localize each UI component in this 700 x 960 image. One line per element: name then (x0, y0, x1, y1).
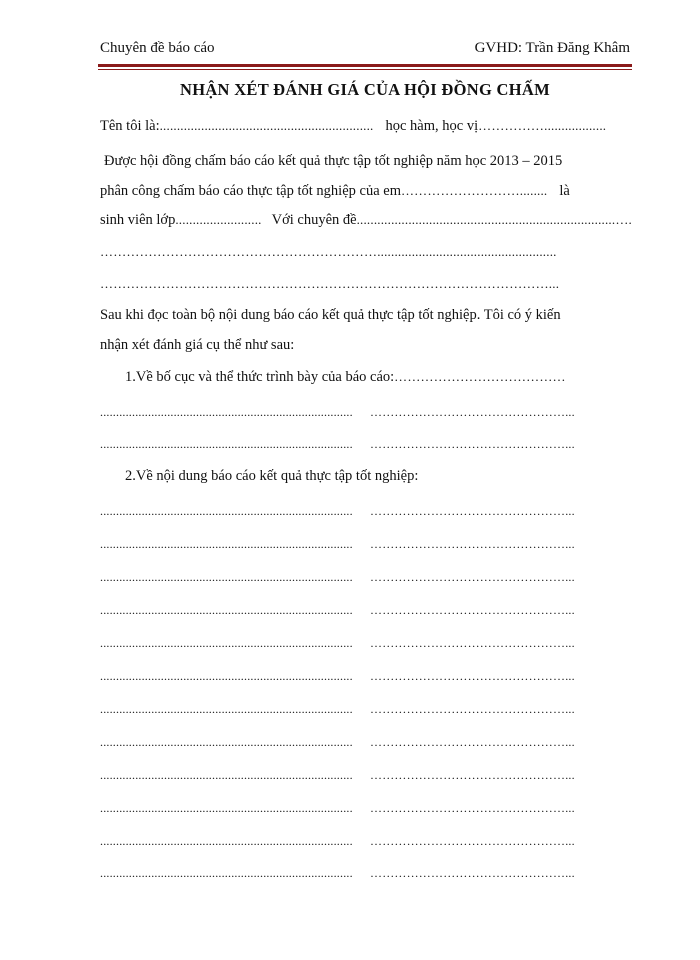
blank-right: …………………………………………... (370, 405, 575, 419)
blank-left: ............................................................................... (100, 570, 353, 584)
section2-heading: 2.Về nội dung báo cáo kết quả thực tập tốt nghiệp: (125, 468, 419, 484)
blank-left: ............................................................................... (100, 405, 353, 419)
name-label: Tên tôi là: (100, 118, 160, 134)
blank-right: …………………………………………... (370, 866, 575, 880)
blank-right: …………………………………………... (370, 735, 575, 749)
blank-right: …………………………………………... (370, 801, 575, 815)
degree-blank: …………….................. (478, 118, 607, 133)
blank-left: ............................................................................... (100, 834, 353, 848)
para1-line2-end: là (559, 183, 570, 199)
para1-line3 (100, 212, 632, 229)
blank-right: …………………………………………... (370, 504, 575, 518)
para1-line2-text: phân công chấm báo cáo thực tập tốt nghiệp của em (100, 183, 401, 199)
section1-heading-blank: ………………………………… (394, 369, 566, 384)
section1-heading-line (125, 369, 566, 386)
blank-right: …………………………………………... (370, 834, 575, 848)
blank-left: ............................................................................... (100, 801, 353, 815)
student-blank: ………………………........ (400, 183, 548, 198)
blank-right: …………………………………………... (370, 702, 575, 716)
blank-left: ............................................................................... (100, 636, 353, 650)
page-header (100, 40, 630, 62)
blank-left: ............................................................................... (100, 537, 353, 551)
blank-left: ............................................................................... (100, 437, 353, 451)
header-right-text: GVHD: Trần Đăng Khâm (474, 40, 630, 56)
blank-left: ............................................................................... (100, 768, 353, 782)
para2-line2: nhận xét đánh giá cụ thể như sau: (100, 337, 295, 353)
para2-line1: Sau khi đọc toàn bộ nội dung báo cáo kết quả thực tập tốt nghiệp. Tôi có ý kiến (100, 307, 561, 323)
page-title: NHẬN XÉT ĐÁNH GIÁ CỦA HỘI ĐỒNG CHẤM (179, 80, 550, 99)
para1-line5-blank: …………………………………………………………………………………………... (100, 276, 560, 291)
header-rule-thin (98, 69, 632, 70)
name-blank: .............................................................. (159, 118, 374, 133)
blank-right: …………………………………………... (370, 768, 575, 782)
blank-left: ............................................................................... (100, 702, 353, 716)
name-line (100, 118, 606, 135)
blank-right: …………………………………………... (370, 570, 575, 584)
blank-left: ............................................................................... (100, 866, 353, 880)
degree-label: học hàm, học vị (385, 118, 479, 134)
para1-line1: Được hội đồng chấm báo cáo kết quả thực tập tốt nghiệp năm học 2013 – 2015 (104, 153, 563, 169)
blank-right: …………………………………………... (370, 636, 575, 650)
blank-right: …………………………………………... (370, 603, 575, 617)
section1-heading: 1.Về bố cục và thể thức trình bày của báo cáo: (125, 369, 395, 385)
blank-right: …………………………………………... (370, 437, 575, 451)
blank-right: …………………………………………... (370, 537, 575, 551)
para1-line4-blank: ……………………………………………………….................................................... (100, 244, 557, 259)
blank-left: ............................................................................... (100, 603, 353, 617)
header-rule-thick (98, 64, 632, 67)
blank-left: ............................................................................... (100, 669, 353, 683)
header-left-text: Chuyên đề báo cáo (100, 40, 215, 56)
topic-blank: ...........................................................................…. (356, 212, 632, 227)
class-label: sinh viên lớp (100, 212, 176, 228)
blank-left: ............................................................................... (100, 504, 353, 518)
blank-right: …………………………………………... (370, 669, 575, 683)
topic-label: Với chuyên đề (271, 212, 357, 228)
blank-left: ............................................................................... (100, 735, 353, 749)
para1-line2 (100, 183, 570, 200)
class-blank: ......................... (175, 212, 262, 227)
